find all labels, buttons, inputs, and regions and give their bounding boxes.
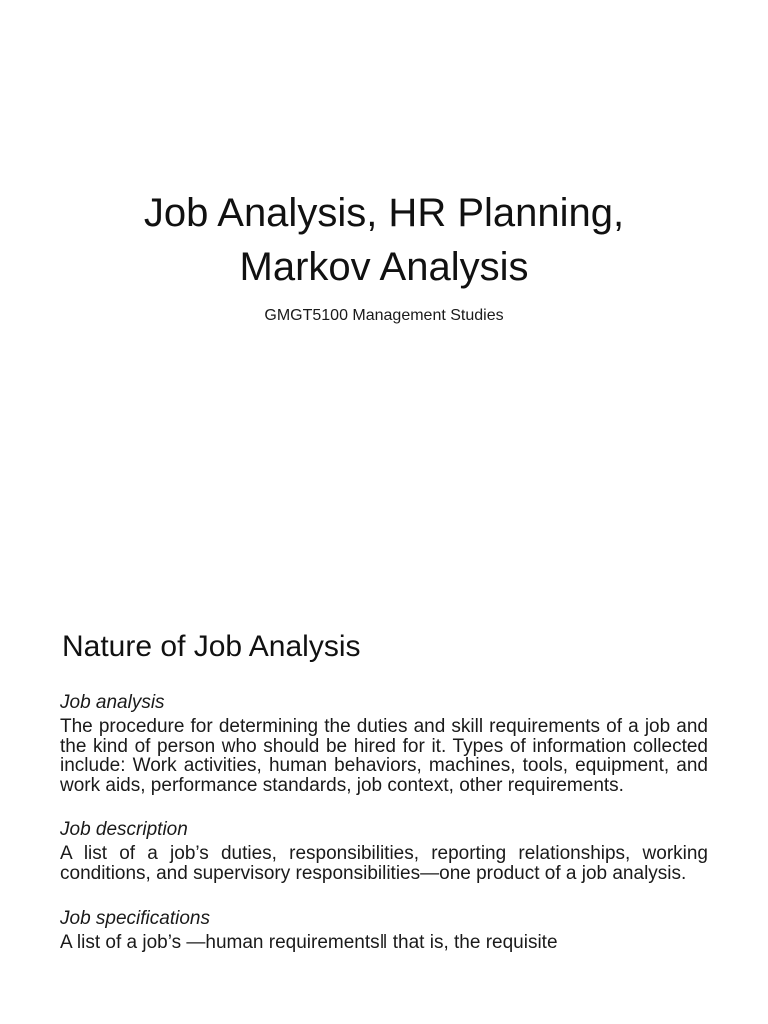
course-subtitle: GMGT5100 Management Studies	[264, 307, 504, 324]
presentation-title	[40, 186, 728, 294]
definitions-list	[60, 692, 708, 976]
term-label: Job analysis	[60, 692, 165, 713]
term-label: Job description	[60, 819, 188, 841]
definition-item-job-analysis	[60, 692, 708, 795]
definition-item-job-specifications	[60, 908, 708, 953]
term-label: Job specifications	[60, 907, 210, 929]
content-slide	[0, 576, 768, 1024]
term-definition: A list of a job’s —human requirements‖ that is, the requisite	[60, 931, 558, 953]
term-definition: The procedure for determining the duties and skill requirements of a job and the kind of person who should be hired for it. Types of information collected include: Work activities, human behaviors, machines, tools, equipment, and work aids, performance standards, job context, other requirements.	[60, 716, 708, 796]
title-line-1: Job Analysis, HR Planning,	[143, 191, 625, 235]
definition-item-job-description	[60, 819, 708, 883]
title-line-2: Markov Analysis	[239, 245, 529, 289]
slide-heading: Nature of Job Analysis	[62, 630, 361, 663]
term-definition: A list of a job’s duties, responsibilities, reporting relationships, working conditions, and supervisory responsibilities—one product of a job analysis.	[60, 843, 708, 884]
